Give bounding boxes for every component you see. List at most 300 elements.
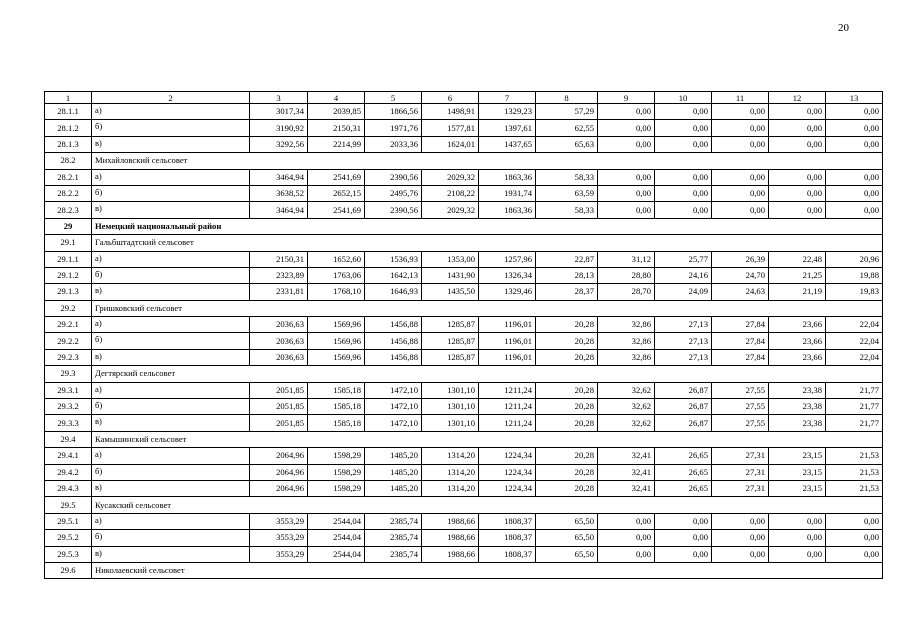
row-label: б): [92, 185, 250, 201]
section-title: Камышинский сельсовет: [92, 431, 883, 447]
column-header: 9: [598, 92, 655, 104]
cell-value: 20,96: [826, 251, 883, 267]
cell-value: 0,00: [598, 136, 655, 152]
cell-value: 26,87: [655, 415, 712, 431]
cell-value: 1569,96: [308, 349, 365, 365]
cell-value: 2331,81: [250, 284, 308, 300]
row-label: в): [92, 546, 250, 562]
cell-value: 0,00: [655, 202, 712, 218]
cell-value: 1498,91: [422, 104, 479, 120]
cell-value: 0,00: [769, 120, 826, 136]
district-title: Немецкий национальный район: [92, 218, 883, 234]
cell-value: 22,04: [826, 333, 883, 349]
cell-value: 1598,29: [308, 448, 365, 464]
table-row: [45, 546, 883, 562]
cell-value: 27,55: [712, 382, 769, 398]
section-row: [45, 366, 883, 382]
cell-value: 1314,20: [422, 480, 479, 496]
cell-value: 2541,69: [308, 169, 365, 185]
cell-value: 0,00: [655, 546, 712, 562]
column-header: 12: [769, 92, 826, 104]
cell-value: 1763,06: [308, 267, 365, 283]
row-label: б): [92, 399, 250, 415]
cell-value: 25,77: [655, 251, 712, 267]
cell-value: 1931,74: [479, 185, 536, 201]
column-header: 7: [479, 92, 536, 104]
cell-value: 1808,37: [479, 546, 536, 562]
section-title: Дегтярский сельсовет: [92, 366, 883, 382]
cell-value: 2544,04: [308, 530, 365, 546]
cell-value: 26,65: [655, 464, 712, 480]
table-row: [45, 202, 883, 218]
row-label: а): [92, 317, 250, 333]
cell-value: 1456,88: [365, 349, 422, 365]
cell-value: 27,55: [712, 415, 769, 431]
cell-value: 2051,85: [250, 399, 308, 415]
row-number: 29.3.1: [45, 382, 92, 398]
row-number: 29.4: [45, 431, 92, 447]
cell-value: 1224,34: [479, 448, 536, 464]
cell-value: 0,00: [769, 185, 826, 201]
cell-value: 1196,01: [479, 317, 536, 333]
row-number: 29.2.3: [45, 349, 92, 365]
table-row: [45, 284, 883, 300]
cell-value: 2033,36: [365, 136, 422, 152]
row-label: а): [92, 382, 250, 398]
row-label: б): [92, 333, 250, 349]
table-row: [45, 136, 883, 152]
cell-value: 28,37: [536, 284, 598, 300]
cell-value: 26,65: [655, 480, 712, 496]
row-number: 29.1.1: [45, 251, 92, 267]
cell-value: 1472,10: [365, 415, 422, 431]
cell-value: 0,00: [712, 546, 769, 562]
cell-value: 32,62: [598, 415, 655, 431]
row-number: 29: [45, 218, 92, 234]
table-row: [45, 251, 883, 267]
cell-value: 62,55: [536, 120, 598, 136]
cell-value: 1598,29: [308, 464, 365, 480]
table-row: [45, 104, 883, 120]
cell-value: 2385,74: [365, 530, 422, 546]
column-header: 5: [365, 92, 422, 104]
section-title: Кусакский сельсовет: [92, 497, 883, 513]
cell-value: 2652,15: [308, 185, 365, 201]
cell-value: 27,84: [712, 333, 769, 349]
cell-value: 2214,99: [308, 136, 365, 152]
cell-value: 0,00: [598, 169, 655, 185]
cell-value: 0,00: [655, 120, 712, 136]
cell-value: 2029,32: [422, 202, 479, 218]
cell-value: 32,86: [598, 349, 655, 365]
cell-value: 1285,87: [422, 317, 479, 333]
row-label: а): [92, 513, 250, 529]
table-row: [45, 317, 883, 333]
table-row: [45, 185, 883, 201]
cell-value: 2051,85: [250, 382, 308, 398]
cell-value: 27,31: [712, 480, 769, 496]
row-number: 28.2.1: [45, 169, 92, 185]
cell-value: 0,00: [598, 530, 655, 546]
cell-value: 21,77: [826, 415, 883, 431]
cell-value: 27,13: [655, 317, 712, 333]
cell-value: 1397,61: [479, 120, 536, 136]
cell-value: 0,00: [712, 104, 769, 120]
cell-value: 58,33: [536, 202, 598, 218]
cell-value: 1301,10: [422, 415, 479, 431]
cell-value: 1988,66: [422, 530, 479, 546]
row-label: б): [92, 464, 250, 480]
row-number: 29.2.2: [45, 333, 92, 349]
cell-value: 0,00: [826, 530, 883, 546]
row-number: 28.1.1: [45, 104, 92, 120]
cell-value: 1326,34: [479, 267, 536, 283]
cell-value: 0,00: [769, 546, 826, 562]
cell-value: 26,87: [655, 382, 712, 398]
cell-value: 1624,01: [422, 136, 479, 152]
table-row: [45, 169, 883, 185]
cell-value: 0,00: [769, 104, 826, 120]
cell-value: 2108,22: [422, 185, 479, 201]
cell-value: 1585,18: [308, 415, 365, 431]
row-number: 29.1: [45, 235, 92, 251]
cell-value: 32,62: [598, 399, 655, 415]
cell-value: 1437,65: [479, 136, 536, 152]
cell-value: 32,41: [598, 464, 655, 480]
table-row: [45, 480, 883, 496]
cell-value: 1485,20: [365, 464, 422, 480]
cell-value: 23,15: [769, 448, 826, 464]
cell-value: 1472,10: [365, 399, 422, 415]
cell-value: 2390,56: [365, 169, 422, 185]
cell-value: 0,00: [655, 104, 712, 120]
cell-value: 0,00: [769, 136, 826, 152]
cell-value: 0,00: [712, 530, 769, 546]
row-label: в): [92, 480, 250, 496]
cell-value: 20,28: [536, 415, 598, 431]
table-body: [45, 92, 883, 579]
cell-value: 0,00: [826, 120, 883, 136]
row-number: 29.3.2: [45, 399, 92, 415]
table-row: [45, 399, 883, 415]
cell-value: 1329,23: [479, 104, 536, 120]
cell-value: 0,00: [769, 202, 826, 218]
row-number: 29.5.3: [45, 546, 92, 562]
cell-value: 1768,10: [308, 284, 365, 300]
cell-value: 0,00: [712, 120, 769, 136]
cell-value: 24,09: [655, 284, 712, 300]
column-header: 10: [655, 92, 712, 104]
row-label: в): [92, 202, 250, 218]
cell-value: 0,00: [598, 104, 655, 120]
cell-value: 28,80: [598, 267, 655, 283]
row-number: 29.4.1: [45, 448, 92, 464]
table-row: [45, 464, 883, 480]
cell-value: 3292,56: [250, 136, 308, 152]
cell-value: 1456,88: [365, 333, 422, 349]
row-label: б): [92, 120, 250, 136]
cell-value: 0,00: [826, 202, 883, 218]
cell-value: 1485,20: [365, 480, 422, 496]
cell-value: 21,77: [826, 382, 883, 398]
cell-value: 2385,74: [365, 513, 422, 529]
cell-value: 0,00: [826, 185, 883, 201]
cell-value: 3553,29: [250, 513, 308, 529]
cell-value: 21,77: [826, 399, 883, 415]
cell-value: 1808,37: [479, 530, 536, 546]
cell-value: 23,66: [769, 349, 826, 365]
cell-value: 2541,69: [308, 202, 365, 218]
cell-value: 20,28: [536, 480, 598, 496]
cell-value: 3464,94: [250, 202, 308, 218]
header-row: [45, 92, 883, 104]
cell-value: 1196,01: [479, 333, 536, 349]
cell-value: 0,00: [655, 136, 712, 152]
table-row: [45, 333, 883, 349]
cell-value: 2150,31: [250, 251, 308, 267]
cell-value: 2064,96: [250, 480, 308, 496]
cell-value: 21,25: [769, 267, 826, 283]
cell-value: 1285,87: [422, 349, 479, 365]
cell-value: 2385,74: [365, 546, 422, 562]
cell-value: 65,50: [536, 530, 598, 546]
cell-value: 26,87: [655, 399, 712, 415]
cell-value: 0,00: [826, 169, 883, 185]
cell-value: 0,00: [826, 104, 883, 120]
section-row: [45, 497, 883, 513]
cell-value: 1285,87: [422, 333, 479, 349]
cell-value: 3553,29: [250, 530, 308, 546]
cell-value: 23,15: [769, 464, 826, 480]
cell-value: 23,66: [769, 333, 826, 349]
row-label: в): [92, 415, 250, 431]
column-header: 1: [45, 92, 92, 104]
row-number: 29.2: [45, 300, 92, 316]
cell-value: 1257,96: [479, 251, 536, 267]
cell-value: 21,19: [769, 284, 826, 300]
cell-value: 32,41: [598, 480, 655, 496]
table-row: [45, 448, 883, 464]
cell-value: 0,00: [655, 530, 712, 546]
row-number: 29.6: [45, 562, 92, 578]
cell-value: 0,00: [598, 120, 655, 136]
cell-value: 3638,52: [250, 185, 308, 201]
section-row: [45, 235, 883, 251]
cell-value: 20,28: [536, 349, 598, 365]
cell-value: 27,55: [712, 399, 769, 415]
cell-value: 1652,60: [308, 251, 365, 267]
cell-value: 27,84: [712, 349, 769, 365]
cell-value: 1988,66: [422, 546, 479, 562]
cell-value: 27,13: [655, 349, 712, 365]
cell-value: 0,00: [826, 546, 883, 562]
cell-value: 57,29: [536, 104, 598, 120]
row-number: 29.3: [45, 366, 92, 382]
cell-value: 0,00: [769, 530, 826, 546]
section-row: [45, 153, 883, 169]
cell-value: 0,00: [655, 185, 712, 201]
cell-value: 0,00: [712, 202, 769, 218]
cell-value: 20,28: [536, 399, 598, 415]
cell-value: 0,00: [712, 169, 769, 185]
column-header: 3: [250, 92, 308, 104]
column-header: 4: [308, 92, 365, 104]
cell-value: 1577,81: [422, 120, 479, 136]
cell-value: 26,39: [712, 251, 769, 267]
table-row: [45, 530, 883, 546]
cell-value: 26,65: [655, 448, 712, 464]
cell-value: 1585,18: [308, 382, 365, 398]
cell-value: 1536,93: [365, 251, 422, 267]
column-header: 2: [92, 92, 250, 104]
row-label: б): [92, 267, 250, 283]
cell-value: 3553,29: [250, 546, 308, 562]
row-number: 29.2.1: [45, 317, 92, 333]
tariff-table: [44, 91, 883, 579]
cell-value: 65,50: [536, 513, 598, 529]
cell-value: 2064,96: [250, 464, 308, 480]
table-row: [45, 267, 883, 283]
cell-value: 2039,85: [308, 104, 365, 120]
table-row: [45, 415, 883, 431]
cell-value: 1431,90: [422, 267, 479, 283]
cell-value: 1211,24: [479, 399, 536, 415]
cell-value: 1211,24: [479, 382, 536, 398]
cell-value: 1472,10: [365, 382, 422, 398]
row-number: 28.2: [45, 153, 92, 169]
cell-value: 2051,85: [250, 415, 308, 431]
cell-value: 1866,56: [365, 104, 422, 120]
cell-value: 27,84: [712, 317, 769, 333]
cell-value: 0,00: [598, 185, 655, 201]
cell-value: 1456,88: [365, 317, 422, 333]
cell-value: 1329,46: [479, 284, 536, 300]
cell-value: 0,00: [769, 513, 826, 529]
row-label: в): [92, 136, 250, 152]
cell-value: 2390,56: [365, 202, 422, 218]
cell-value: 2064,96: [250, 448, 308, 464]
column-header: 13: [826, 92, 883, 104]
cell-value: 22,87: [536, 251, 598, 267]
cell-value: 0,00: [598, 546, 655, 562]
cell-value: 0,00: [598, 202, 655, 218]
row-number: 29.5.2: [45, 530, 92, 546]
row-label: в): [92, 284, 250, 300]
cell-value: 1224,34: [479, 464, 536, 480]
cell-value: 1211,24: [479, 415, 536, 431]
row-label: а): [92, 251, 250, 267]
row-number: 29.1.2: [45, 267, 92, 283]
row-label: в): [92, 349, 250, 365]
cell-value: 65,63: [536, 136, 598, 152]
cell-value: 32,86: [598, 333, 655, 349]
cell-value: 3190,92: [250, 120, 308, 136]
district-row: [45, 218, 883, 234]
cell-value: 28,13: [536, 267, 598, 283]
row-number: 29.3.3: [45, 415, 92, 431]
column-header: 6: [422, 92, 479, 104]
cell-value: 27,31: [712, 448, 769, 464]
section-title: Михайловский сельсовет: [92, 153, 883, 169]
row-number: 28.2.3: [45, 202, 92, 218]
row-number: 28.1.3: [45, 136, 92, 152]
cell-value: 32,86: [598, 317, 655, 333]
cell-value: 1808,37: [479, 513, 536, 529]
row-number: 28.2.2: [45, 185, 92, 201]
cell-value: 1569,96: [308, 317, 365, 333]
cell-value: 2323,89: [250, 267, 308, 283]
cell-value: 1435,50: [422, 284, 479, 300]
section-row: [45, 300, 883, 316]
cell-value: 1646,93: [365, 284, 422, 300]
cell-value: 0,00: [655, 513, 712, 529]
cell-value: 21,53: [826, 464, 883, 480]
cell-value: 23,38: [769, 399, 826, 415]
cell-value: 0,00: [712, 136, 769, 152]
cell-value: 1196,01: [479, 349, 536, 365]
cell-value: 20,28: [536, 464, 598, 480]
cell-value: 22,04: [826, 317, 883, 333]
cell-value: 1598,29: [308, 480, 365, 496]
row-label: а): [92, 169, 250, 185]
cell-value: 1353,00: [422, 251, 479, 267]
cell-value: 2029,32: [422, 169, 479, 185]
cell-value: 0,00: [826, 136, 883, 152]
row-number: 29.4.3: [45, 480, 92, 496]
cell-value: 23,38: [769, 415, 826, 431]
cell-value: 23,15: [769, 480, 826, 496]
table-row: [45, 120, 883, 136]
cell-value: 20,28: [536, 317, 598, 333]
row-number: 29.5.1: [45, 513, 92, 529]
cell-value: 1301,10: [422, 399, 479, 415]
cell-value: 1314,20: [422, 448, 479, 464]
cell-value: 21,53: [826, 480, 883, 496]
row-number: 29.4.2: [45, 464, 92, 480]
table-row: [45, 513, 883, 529]
cell-value: 0,00: [826, 513, 883, 529]
cell-value: 2150,31: [308, 120, 365, 136]
cell-value: 24,16: [655, 267, 712, 283]
cell-value: 2495,76: [365, 185, 422, 201]
cell-value: 19,83: [826, 284, 883, 300]
cell-value: 21,53: [826, 448, 883, 464]
column-header: 8: [536, 92, 598, 104]
cell-value: 24,70: [712, 267, 769, 283]
cell-value: 1224,34: [479, 480, 536, 496]
cell-value: 58,33: [536, 169, 598, 185]
cell-value: 0,00: [712, 513, 769, 529]
cell-value: 65,50: [536, 546, 598, 562]
section-title: Гришковский сельсовет: [92, 300, 883, 316]
table-row: [45, 382, 883, 398]
cell-value: 1863,36: [479, 202, 536, 218]
cell-value: 2036,63: [250, 349, 308, 365]
cell-value: 24,63: [712, 284, 769, 300]
page-number: 20: [838, 22, 849, 34]
row-number: 29.1.3: [45, 284, 92, 300]
cell-value: 63,59: [536, 185, 598, 201]
row-number: 28.1.2: [45, 120, 92, 136]
cell-value: 20,28: [536, 333, 598, 349]
section-row: [45, 562, 883, 578]
section-title: Николаевский сельсовет: [92, 562, 883, 578]
cell-value: 2544,04: [308, 513, 365, 529]
section-row: [45, 431, 883, 447]
cell-value: 1585,18: [308, 399, 365, 415]
row-label: б): [92, 530, 250, 546]
cell-value: 20,28: [536, 382, 598, 398]
